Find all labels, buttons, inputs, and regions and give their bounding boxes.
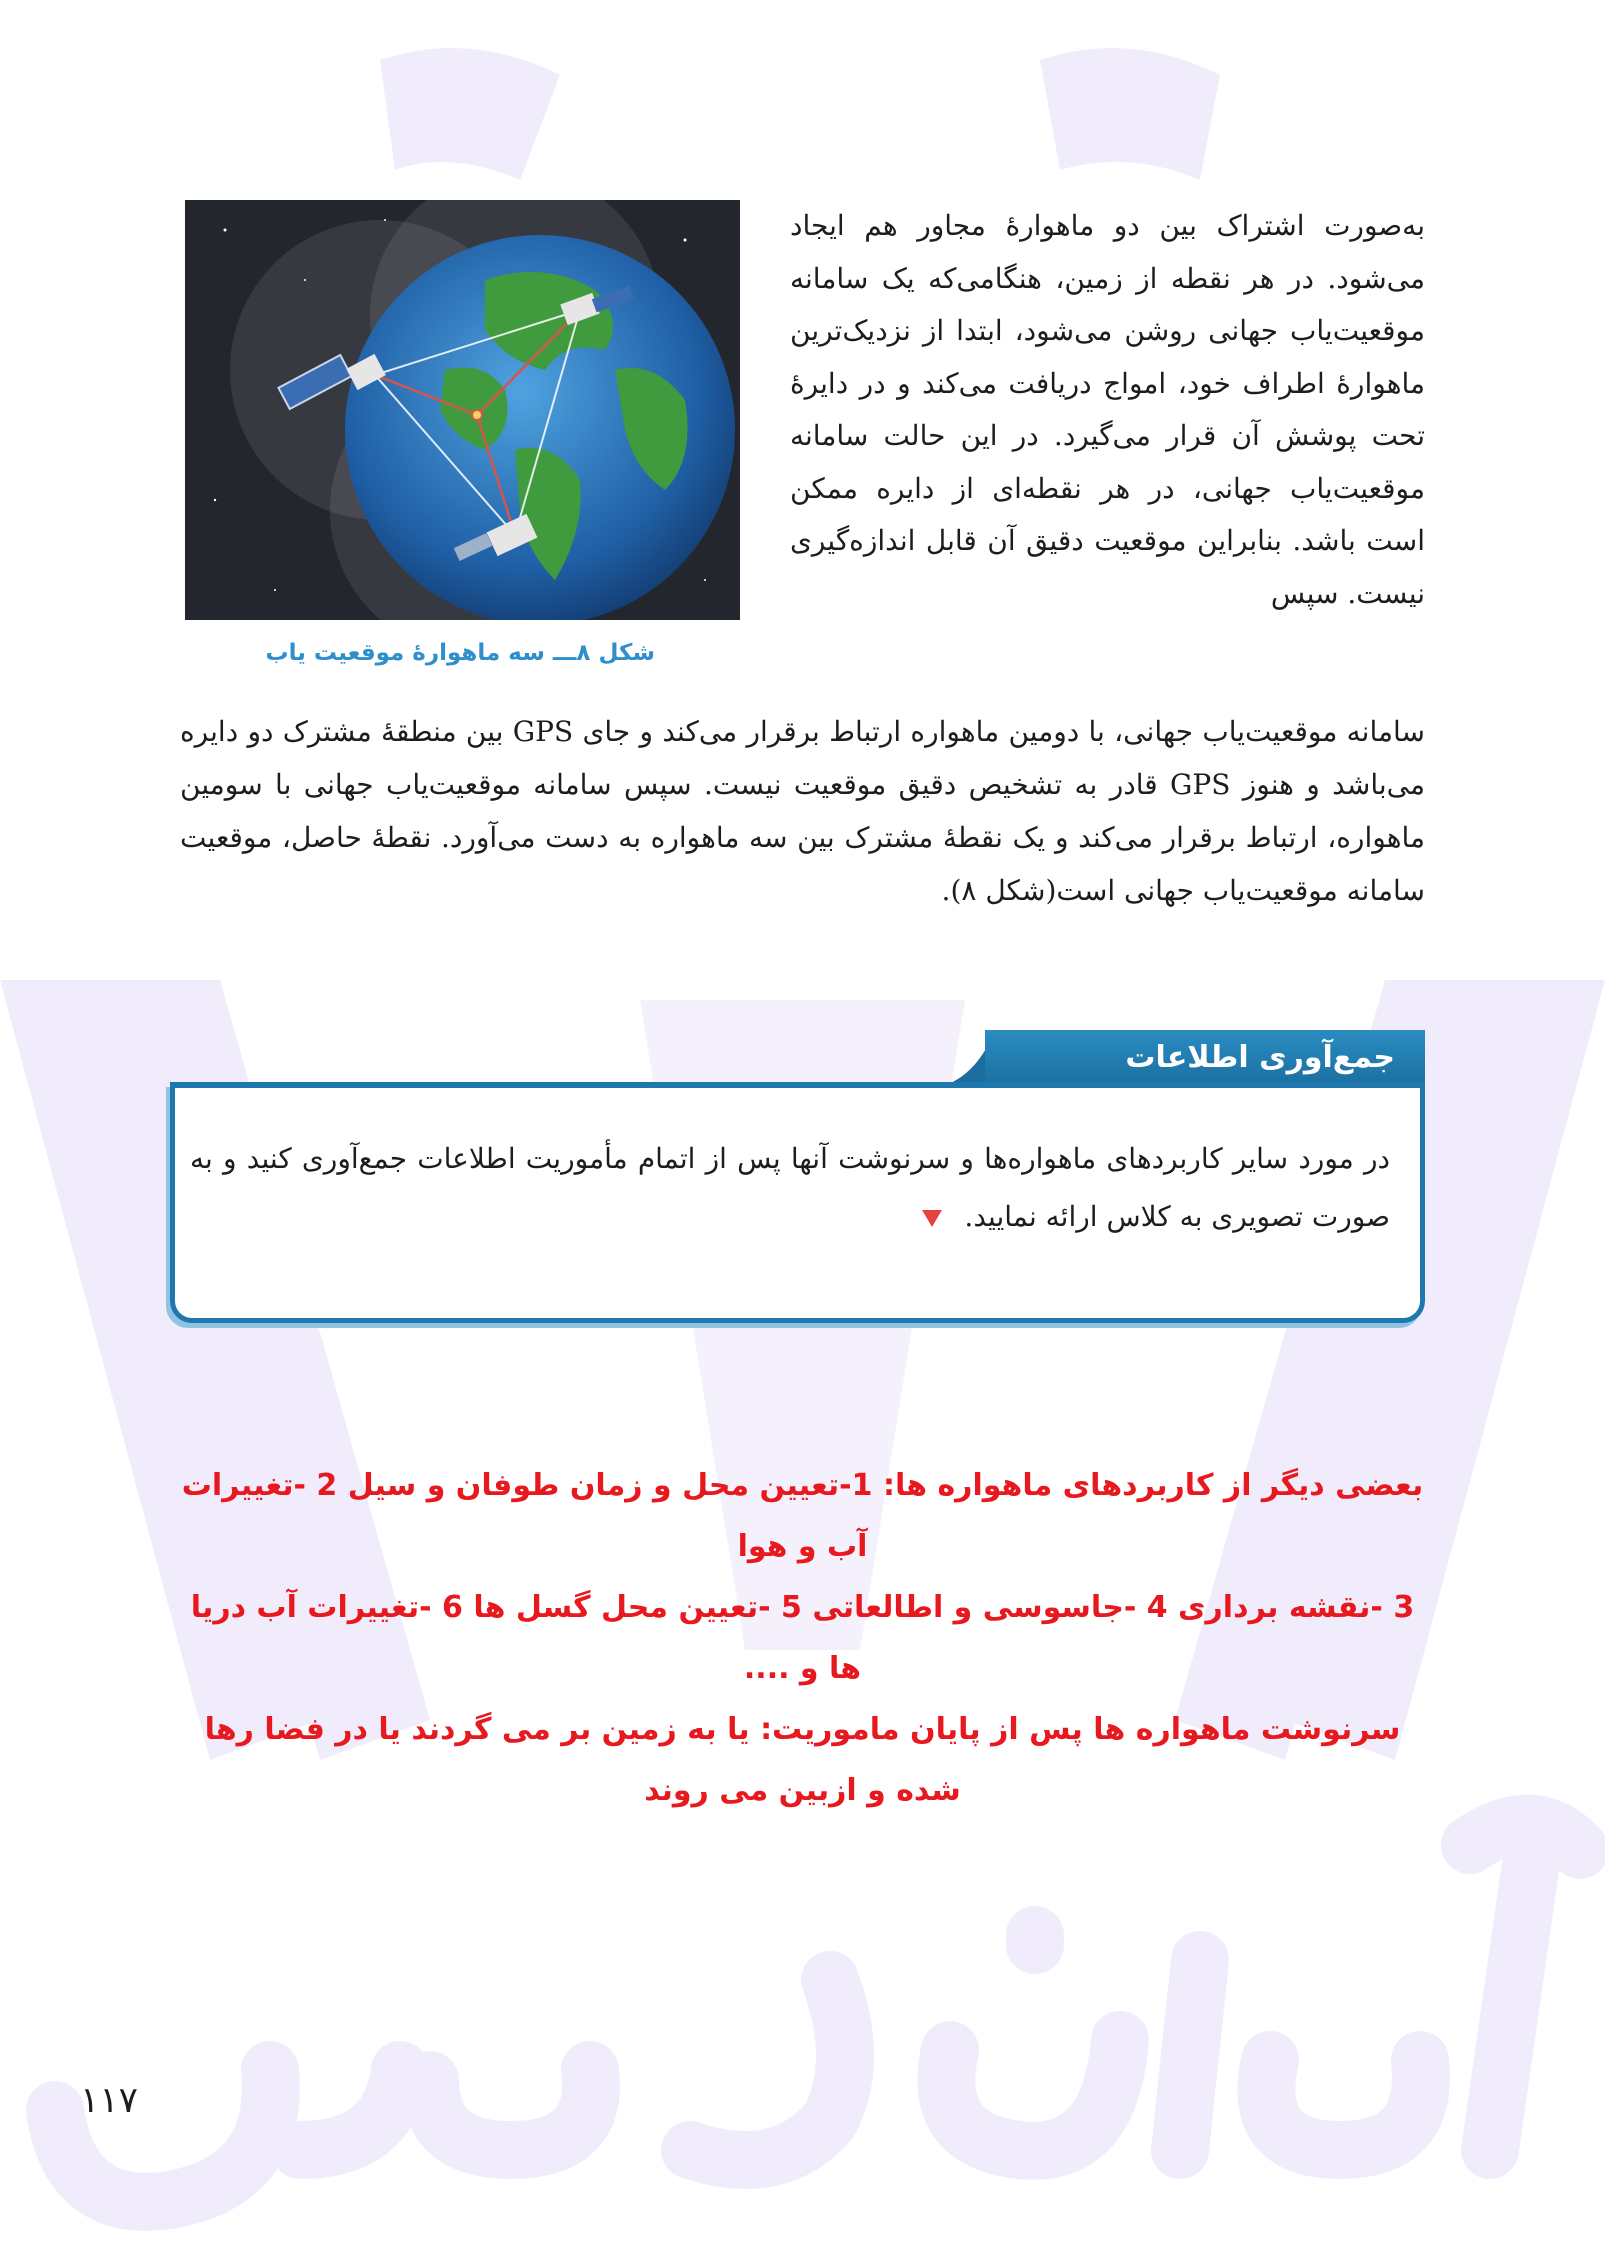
- answer-line-1: بعضی دیگر از کاربردهای ماهواره ها: 1-تعیین محل و زمان طوفان و سیل 2 -تغییرات آب و هوا: [181, 1468, 1424, 1564]
- triangle-marker-icon: [922, 1210, 942, 1227]
- figure-gps-satellites: [185, 200, 740, 620]
- body-paragraph-1: به‌صورت اشتراک بین دو ماهوارهٔ مجاور هم ایجاد می‌شود. در هر نقطه از زمین، هنگامی‌که یک سامانه موقعیت‌یاب جهانی روشن می‌شود، ابتدا از نزدیک‌ترین ماهوارهٔ اطراف خود، امواج دریافت می‌کند و در دایرهٔ تحت پوشش آن قرار می‌گیرد. در این حالت سامانه موقعیت‌یاب جهانی، در هر نقطه‌ای از دایره ممکن است باشد. بنابراین موقعیت دقیق آن قابل اندازه‌گیری نیست. سپس: [790, 209, 1425, 610]
- figure-caption: شکل ۸ـــ سه ماهوارهٔ موقعیت یاب: [265, 640, 655, 666]
- activity-box-title: جمع‌آوری اطلاعات: [1125, 1040, 1395, 1075]
- body-paragraph-2: سامانه موقعیت‌یاب جهانی، با دومین ماهواره ارتباط برقرار می‌کند و جای GPS بین منطقهٔ مشترک دو دایره می‌باشد و هنوز GPS قادر به تشخیص دقیق موقعیت نیست. سپس سامانه موقعیت‌یاب جهانی با سومین ماهواره، ارتباط برقرار می‌کند و یک نقطهٔ مشترک بین سه ماهواره به دست می‌آورد. نقطهٔ حاصل، موقعیت سامانه موقعیت‌یاب جهانی است(شکل ۸).: [180, 715, 1425, 907]
- answer-block: [170, 1455, 1435, 1821]
- page-number: ۱۱۷: [80, 2080, 139, 2121]
- activity-box-text: [190, 1130, 1390, 1246]
- answer-line-2: 3 -نقشه برداری 4 -جاسوسی و اطالعاتی 5 -تعیین محل گسل ها 6 -تغییرات آب دریا ها و ....: [190, 1590, 1415, 1686]
- answer-line-3: سرنوشت ماهواره ها پس از پایان ماموریت: یا به زمین بر می گردند یا در فضا رها شده و ازبین می روند: [204, 1712, 1401, 1808]
- activity-box-text-content: در مورد سایر کاربردهای ماهواره‌ها و سرنوشت آنها پس از اتمام مأموریت اطلاعات جمع‌آوری کنید و به صورت تصویری به کلاس ارائه نمایید.: [190, 1142, 1390, 1233]
